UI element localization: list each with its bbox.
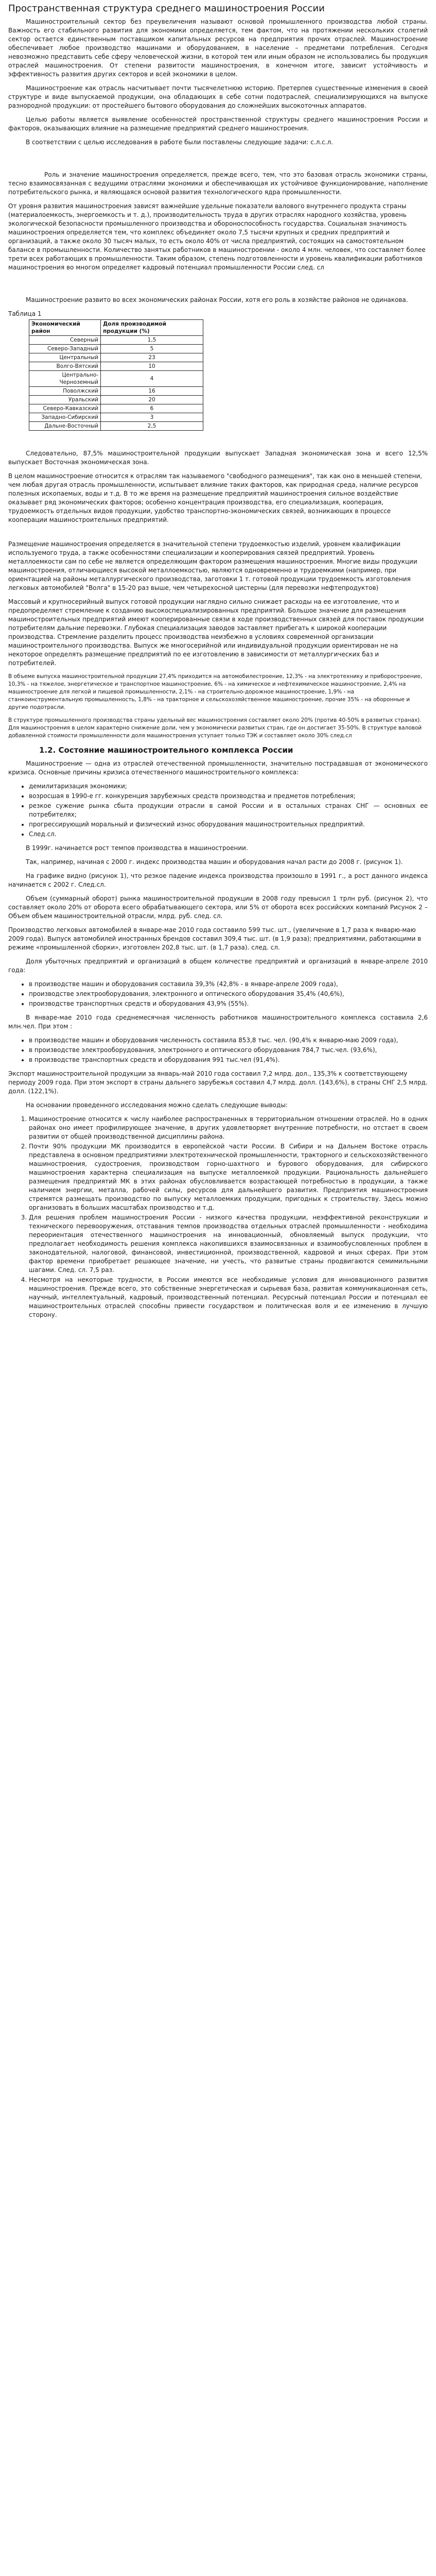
paragraph-share: В структуре промышленного производства страны удельный вес машиностроения составляет около 20% (против 40-50% в развитых странах). Для машиностроения в целом характерно снижение доли, чем у экономически развитых стран, где он достигает 35-50%. В структуре валовой добавленной стоимости промышленности доля машиностроения уступает только ТЭК и составляет около 30% след.сл bbox=[8, 717, 422, 739]
spacer bbox=[8, 277, 428, 296]
list-item: • прогрессирующий моральный и физический износ оборудования машиностроительных предприятий. bbox=[29, 820, 428, 829]
share-cell: 16 bbox=[101, 387, 203, 396]
paragraph-growth: В 1999г. начинается рост темпов производства в машиностроении. bbox=[26, 844, 248, 852]
list-item: • в производстве транспортных средств и оборудования 991 тыс.чел (91,4%). bbox=[29, 1056, 428, 1064]
paragraph-regions: Машиностроение развито во всех экономических районах России, хотя его роль в хозяйстве районов не одинакова. bbox=[26, 296, 408, 303]
crisis-causes-list bbox=[8, 782, 428, 839]
spacer bbox=[8, 530, 428, 540]
loss-shares-list bbox=[8, 980, 428, 1008]
paragraph-output-structure: В объеме выпуска машиностроительной продукции 27,4% приходится на автомобилестроение, 12,3% - на электротехнику и приборостроение, 10,3% - на тяжелое, энергетическое и транспортное машиностроение, 6% - на химическое и нефтехимическое машиностроение, 2,4% на машиностроение для легкой и пищевой промышленности, 2,1% - на строительно-дорожное машиностроение, 1,9% - на станкоинструментальную промышленность, 1,8% - на тракторное и сельскохозяйственное машиностроение, прочие 35% - на оборонные и другие подотрасли. bbox=[8, 673, 423, 710]
table-row bbox=[29, 336, 203, 345]
table-row bbox=[29, 422, 203, 431]
list-item: • в производстве электрооборудования, электронного и оптического оборудования 784,7 тыс.чел. (93,6%), bbox=[29, 1046, 428, 1055]
share-cell: 2,5 bbox=[101, 422, 203, 431]
list-item: 2. Почти 90% продукции МК производится в европейской части России. В Сибири и на Дальнем Востоке отрасль представлена в основном предприятиями электротехнической промышленности, тракторного и сельскохозяйственного машиностроения, судостроения, производством горно-шахтного и бурового оборудования, для сибирского машиностроения характерна специализация на выпуске металлоемкой продукции. Рациональность дальнейшего размещения предприятий МК в этих районах обусловливается возрастающей потребностью в продукции, а также наличием энергии, металла, рабочей силы, ресурсов для дальнейшего развития. Предприятия машиностроения стремятся размещать производство по выпуску металлоемких продукции, пригодных к строительству. Здесь можно организовать в больших масштабах производство и т.д. bbox=[29, 1142, 428, 1212]
list-item: • в производстве машин и оборудования составила 39,3% (42,8% - в январе-апреле 2009 года), bbox=[29, 980, 428, 989]
table-caption: Таблица 1 bbox=[8, 310, 42, 317]
paragraph-tasks: В соответствии с целью исследования в работе были поставлены следующие задачи: с.л.с.л. bbox=[26, 139, 333, 146]
list-item: 1. Машиностроение относится к числу наиболее распространенных в территориальном отношении отраслей. Но в одних районах оно имеет профилирующее значение, в других удовлетворяет внутренние потребности, но отстает в своем развитии от общей производственной дисциплины района. bbox=[29, 1115, 428, 1141]
list-item: • демилитаризация экономики; bbox=[29, 782, 428, 791]
paragraph-conclusions-intro: На основании проведенного исследования можно сделать следующие выводы: bbox=[26, 1101, 288, 1109]
paragraph-zones: Следовательно, 87,5% машиностроительной продукции выпускает Западная экономическая зона и всего 12,5% выпускает Восточная экономическая зона. bbox=[8, 450, 428, 466]
paragraph-placement: В целом машиностроение относится к отраслям так называемого "свободного размещения", так как оно в меньшей степени, чем любая другая отрасль промышленности, испытывает влияние таких факторов, как природная среда, наличие ресурсов полезных ископаемых, воды и т.д. В то же время на размещение предприятий машиностроения сильное воздействие оказывает ряд экономических факторов; особенно концентрация производства, его специализация, кооперация, трудоемкость отдельных видов продукции, удобство транспортно-экономических связей, возникающих в процессе кооперации машиностроительных предприятий. bbox=[8, 472, 422, 523]
share-cell: 6 bbox=[101, 404, 203, 413]
section-heading: 1.2. Состояние машиностроительного комплекса России bbox=[39, 745, 293, 755]
list-item: • След.сл. bbox=[29, 830, 428, 839]
region-cell: Центральный bbox=[29, 353, 101, 362]
paragraph-index: Так, например, начиная с 2000 г. индекс производства машин и оборудования начал расти до 2008 г. (рисунок 1). bbox=[26, 858, 403, 866]
share-cell: 20 bbox=[101, 396, 203, 404]
table-row bbox=[29, 345, 203, 353]
share-cell: 1,5 bbox=[101, 336, 203, 345]
paragraph-goal: Целью работы является выявление особенностей пространственной структуры среднего машиностроения России и факторов, оказывающих влияние на размещение предприятий среднего машиностроения. bbox=[8, 116, 428, 132]
paragraph-figure1: На графике видно (рисунок 1), что резкое падение индекса производства произошло в 1991 г., а рост данного индекса начинается с 2002 г. След.сл. bbox=[8, 872, 428, 888]
list-item: 3. Для решения проблем машиностроения России - низкого качества продукции, неэффективной реконструкции и технического перевооружения, отставания темпов производства отдельных отраслей промышленности - необходима переориентация отечественного машиностроения на инновационный, обновляемый выпуск продукции, что предполагает необходимость решения комплекса накопившихся взаимосвязанных и взаимообусловленных проблем в законодательной, налоговой, финансовой, инвестиционной, производственной, кадровой и иных сферах. При этом фактор времени приобретает решающее значение, ни учесть, что развитые страны продвигаются семимильными шагами. След. сл. 7,5 раз. bbox=[29, 1213, 428, 1275]
region-cell: Северо-Кавказский bbox=[29, 404, 101, 413]
paragraph-cars: Производство легковых автомобилей в январе-мае 2010 года составило 599 тыс. шт., (увеличение в 1,7 раза к январю-маю 2009 года). Выпуск автомобилей иностранных брендов составил 309,4 тыс. шт. (в 1,9 раза); предприятиями, работающими в режиме «промышленной сборки», изготовлен 202,8 тыс. шт. (в 1,7 раза). след. сл. bbox=[8, 926, 422, 951]
region-cell: Поволжский bbox=[29, 387, 101, 396]
table-row bbox=[29, 413, 203, 422]
paragraph-export: Экспорт машиностроительной продукции за январь-май 2010 года составил 7,2 млрд. дол., 135,3% к соответствующему периоду 2009 года. При этом экспорт в страны дальнего зарубежья составил 4,7 млрд. долл. (143,6%), в страны СНГ 2,5 млрд. долл. (122,1%). bbox=[8, 1070, 428, 1095]
region-cell: Северный bbox=[29, 336, 101, 345]
list-item: • возросшая в 1990-е гг. конкуренция зарубежных средств производства и предметов потребления; bbox=[29, 792, 428, 801]
spacer bbox=[8, 431, 428, 449]
spacer bbox=[8, 152, 428, 171]
table-row bbox=[29, 387, 203, 396]
table-row bbox=[29, 371, 203, 387]
region-cell: Уральский bbox=[29, 396, 101, 404]
list-item: • резкое сужение рынка сбыта продукции отрасли в самой России и в остальных странах СНГ — основных ее потребителях; bbox=[29, 802, 428, 819]
table-row bbox=[29, 404, 203, 413]
column-header-region: Экономический район bbox=[29, 320, 101, 336]
employment-list bbox=[8, 1036, 428, 1064]
region-cell: Центрально-Черноземный bbox=[29, 371, 101, 387]
column-header-share: Доля производимой продукции (%) bbox=[101, 320, 203, 336]
conclusions-list bbox=[8, 1115, 428, 1319]
paragraph-serial: Массовый и крупносерийный выпуск готовой продукции наглядно сильно снижает расходы на ее изготовление, что и предопределяет стремление к созданию высокоспециализированных предприятий. Большое значение для размещения машиностроительных предприятий имеют кооперированные связи в ходе производственных связей для поставок продукции потребителям дальние перевозки. Глубокая специализация заводов заставляет прибегать к широкой кооперации производства. Стремление разделить процесс производства неизбежно в условиях современной организации машиностроительного производства. Выпуск же многосерийной или индивидуальной продукции ориентирован не на некоторое определять размещение предприятий по ее изготовлению в зависимости от металлургических баз и потребителей. bbox=[8, 598, 424, 667]
share-cell: 3 bbox=[101, 413, 203, 422]
table-row bbox=[29, 353, 203, 362]
share-cell: 5 bbox=[101, 345, 203, 353]
table-row bbox=[29, 396, 203, 404]
region-cell: Дальне-Восточный bbox=[29, 422, 101, 431]
list-item: • производстве электрооборудования, электронного и оптического оборудования 35,4% (40,6%), bbox=[29, 990, 428, 998]
region-cell: Волго-Вятский bbox=[29, 362, 101, 371]
page-title: Пространственная структура среднего машиностроения России bbox=[8, 3, 325, 14]
paragraph-role: Роль и значение машиностроения определяется, прежде всего, тем, что это базовая отрасль экономики страны, тесно взаимосвязанная с ведущими отраслями экономики и обеспечивающая их устойчивое функционирование, наполнение потребительского рынка, и являющаяся основой развития технологического ядра промышленности. bbox=[8, 171, 428, 196]
regions-table bbox=[29, 319, 203, 431]
list-item: 4. Несмотря на некоторые трудности, в России имеются все необходимые условия для инновационного развития машиностроения. Прежде всего, это собственные энергетическая и сырьевая база, развитая коммуникационная сеть, научный, интеллектуальный, кадровый, производственный потенциал. Ресурсный потенциал России и потенциал ее машиностроительных отраслей способны привести государством и политическая воля и ее изменению в лучшую сторону. bbox=[29, 1276, 428, 1319]
table-header-row bbox=[29, 320, 203, 336]
paragraph-employment: В январе-мае 2010 года среднемесячная численность работников машиностроительного комплекса составила 2,6 млн.чел. При этом : bbox=[8, 1014, 428, 1030]
paragraph-labor: Размещение машиностроения определяется в значительной степени трудоемкостью изделий, уровнем квалификации используемого труда, а также особенностями специализации и кооперирования связей предприятий. Уровень металлоемкости сам по себе не является определяющим фактором размещения машиностроения. Многие виды продукции машиностроения, отличающиеся высокой металлоемкостью, являются одновременно и трудоемкими (например, при ориентацией на районы металлургического производства, заготовки 1 т. готовой продукции трудоемкость изготовления легковых автомобилей "Волга" в 15-20 раз выше, чем четырехосной цистерны (для перевозки нефтепродуктов) bbox=[8, 540, 417, 591]
region-cell: Западно-Сибирский bbox=[29, 413, 101, 422]
paragraph-history: Машиностроение как отрасль насчитывает почти тысячелетнюю историю. Претерпев существенные изменения в своей структуре и виде выпускаемой продукции, она обладающих в себе сотни подотраслей, специализирующихся на выпуске разнородной продукции: от простейшего бытового оборудования до сложнейших высокоточных аппаратов. bbox=[8, 84, 428, 109]
share-cell: 4 bbox=[101, 371, 203, 387]
table-row bbox=[29, 362, 203, 371]
list-item: • производстве транспортных средств и оборудования 43,9% (55%). bbox=[29, 999, 428, 1008]
paragraph-indicators: От уровня развития машиностроения зависят важнейшие удельные показатели валового внутреннего продукта страны (материалоемкость, энергоемкость и т. д.), производительность труда в других отраслях народного хозяйства, уровень экологической безопасности промышленного производства и обороноспособность государства. Социальная значимость машиностроения определяется тем, что комплекс объединяет около 7,5 тысячи крупных и средних предприятий и организаций, а также около 30 тысяч малых, то есть около 40% от числа предприятий, состоящих на самостоятельном балансе в промышленности. Количество занятых работников в машиностроении - около 4 млн. человек, что составляет более трети всех работающих в промышленности. Таким образом, степень подготовленности и уровень квалификации работников машиностроения во многом определяет кадровый потенциал промышленности России след. сл bbox=[8, 202, 426, 271]
paragraph-intro: Машиностроительный сектор без преувеличения называют основой промышленного производства любой страны. Важность его стабильного развития для экономики определяется, тем фактом, что на протяжении нескольких столетий сектор остается единственным поставщиком капитальных ресурсов на предприятия прочих отраслей. Машиностроение обеспечивает любое производство машинами и оборудованием, в население – предметами потребления. Сегодня невозможно представить себе сферу человеческой жизни, в которой тем или иным образом не использовались бы продукция отраслей машиностроения. От степени развитости машиностроения, в конечном итоге, зависит устойчивость и эффективность развития других секторов и всей экономики в целом. bbox=[8, 18, 428, 78]
region-cell: Северо-Западный bbox=[29, 345, 101, 353]
share-cell: 10 bbox=[101, 362, 203, 371]
paragraph-losses: Доля убыточных предприятий и организаций в общем количестве предприятий и организаций в январе-апреле 2010 года: bbox=[8, 958, 428, 974]
paragraph-crisis: Машиностроение — одна из отраслей отечественной промышленности, значительно пострадавшая от экономического кризиса. Основные причины кризиса отечественного машиностроительного комплекса: bbox=[8, 760, 428, 776]
paragraph-market: Объем (суммарный оборот) рынка машиностроительной продукции в 2008 году превысил 1 трлн руб. (рисунок 2), что составляет около 20% от оборота всего обрабатывающего сектора, или 5% от оборота всех российских компаний Рисунок 2 – Объем объем машиностроительной отрасли, млрд. руб. след. сл. bbox=[8, 895, 428, 920]
share-cell: 23 bbox=[101, 353, 203, 362]
list-item: • в производстве машин и оборудования численность составила 853,8 тыс. чел. (90,4% к январю-маю 2009 года), bbox=[29, 1036, 428, 1045]
